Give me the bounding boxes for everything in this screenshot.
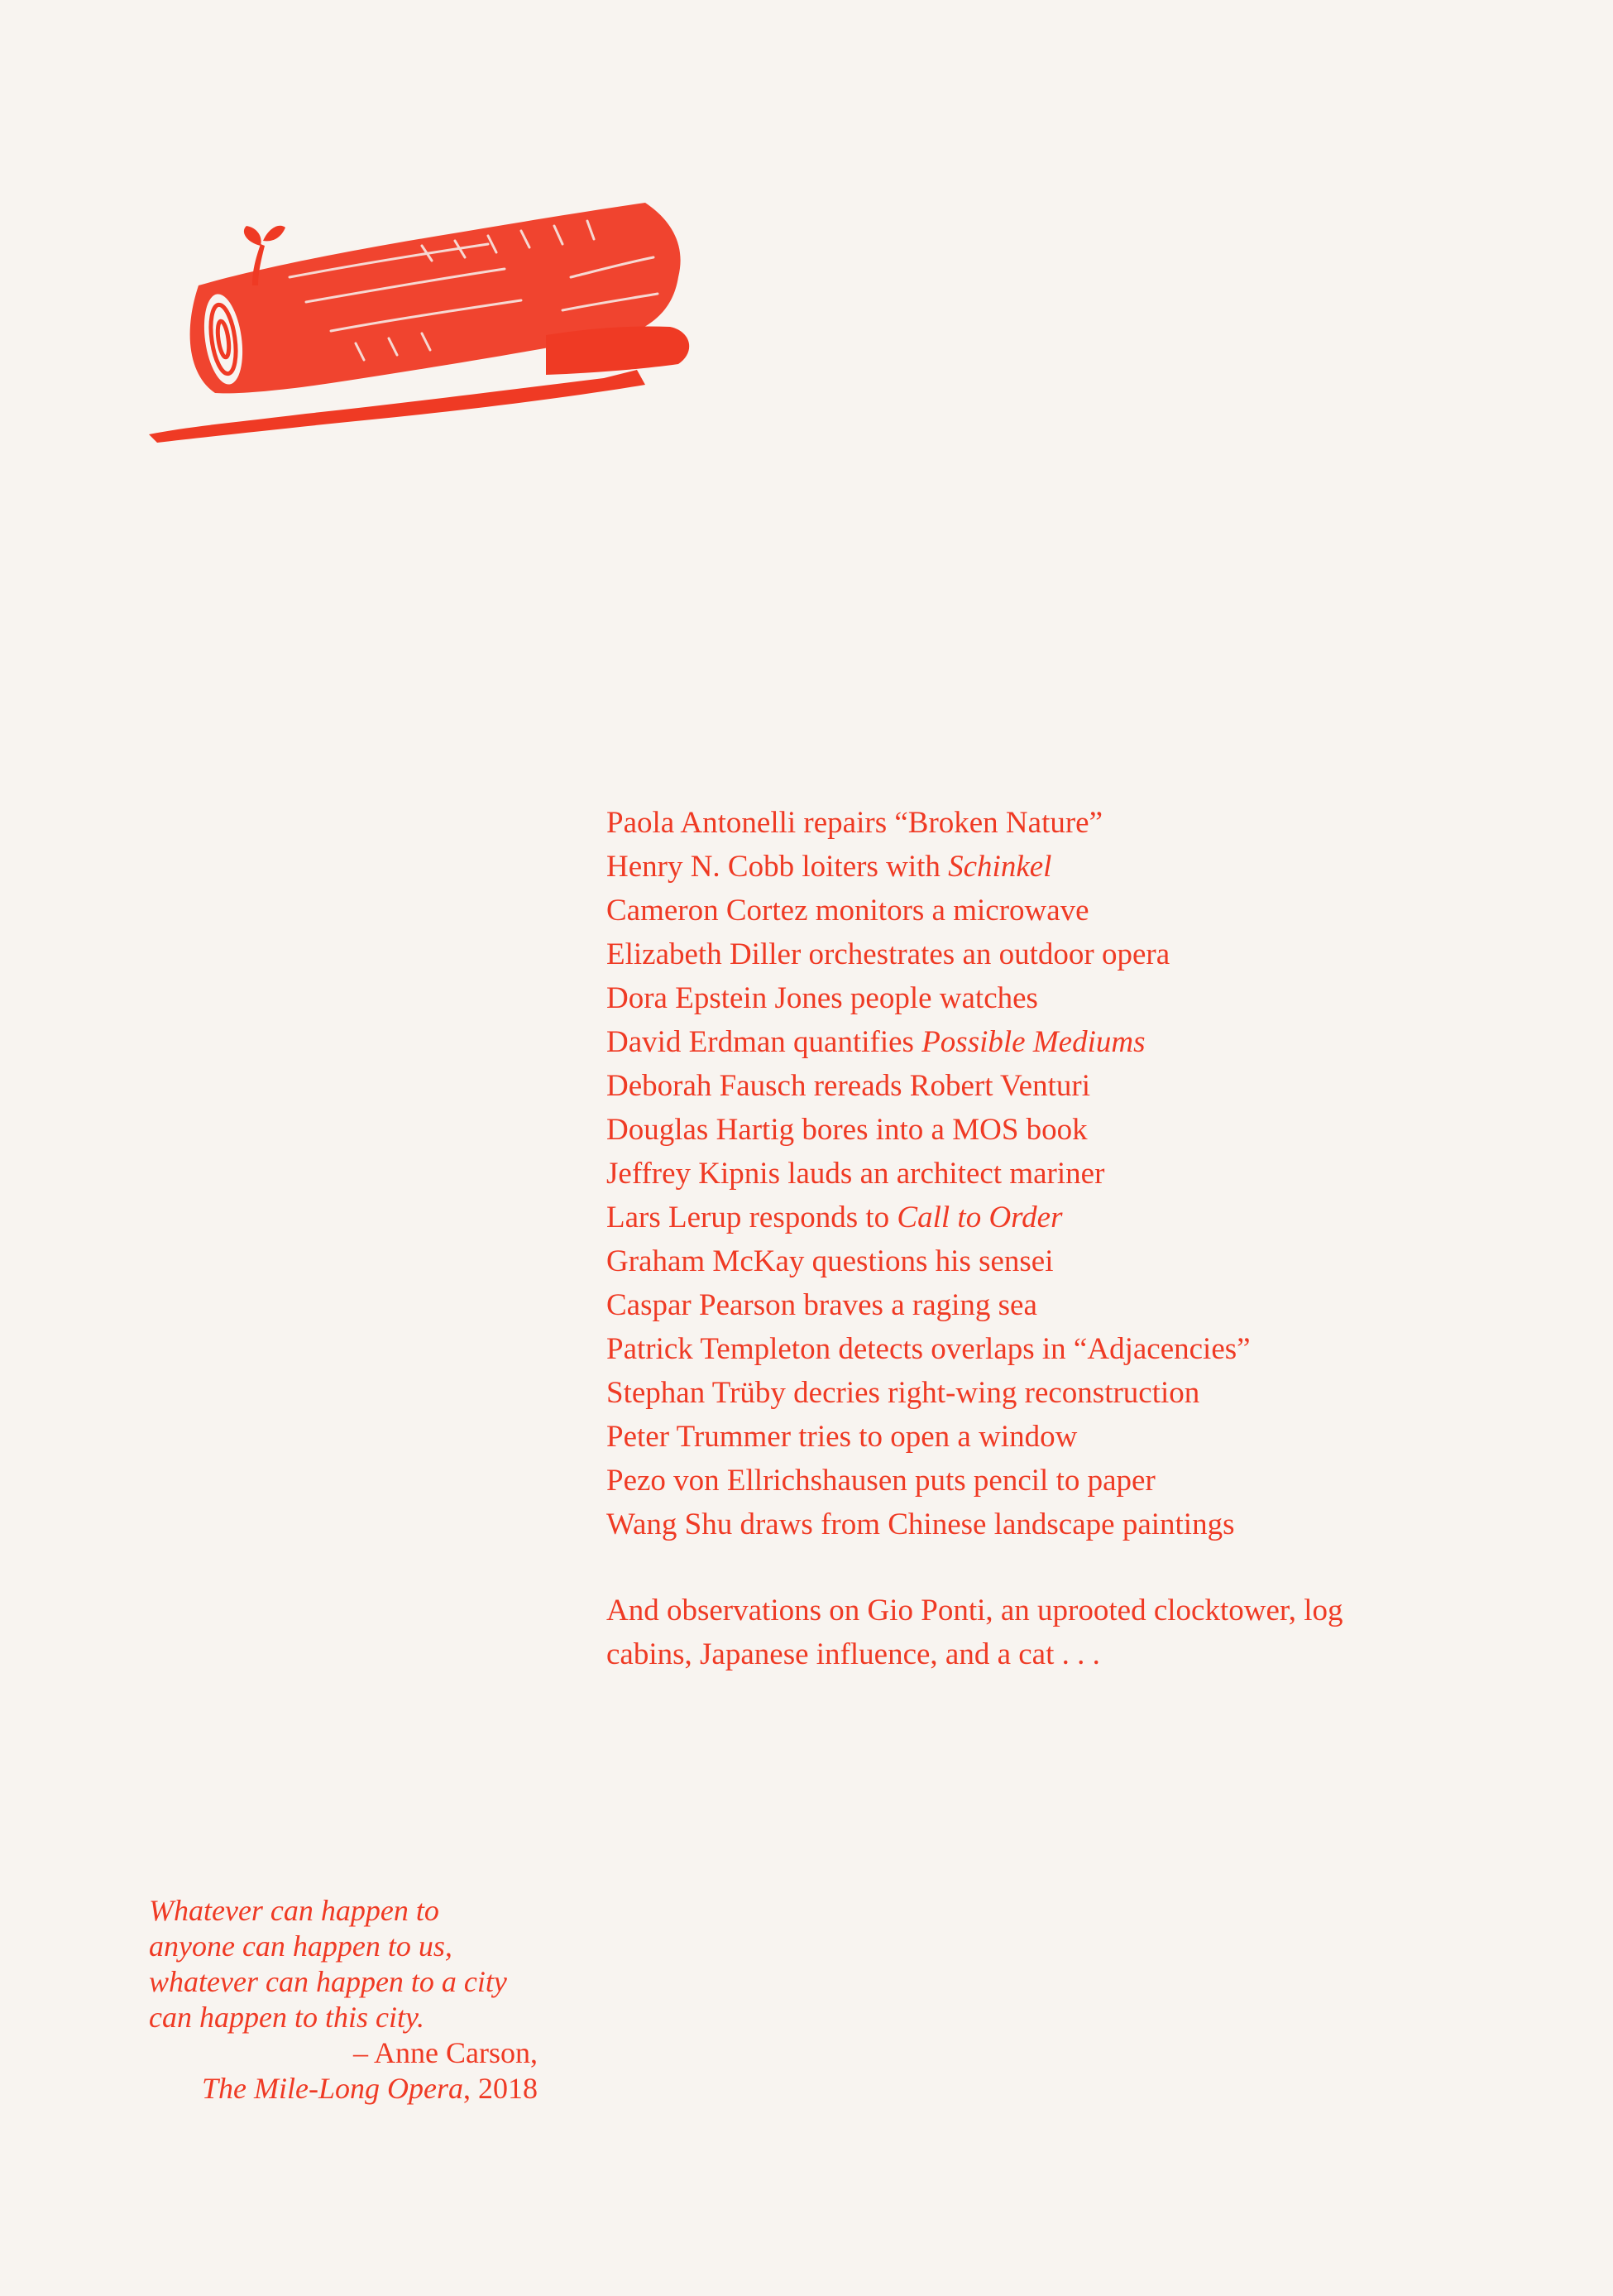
epigraph-attribution: – Anne Carson,	[353, 2036, 538, 2069]
contents-line: Henry N. Cobb loiters with Schinkel	[606, 850, 1052, 884]
contents-line: Cameron Cortez monitors a microwave	[606, 894, 1089, 928]
contents-line: Paola Antonelli repairs “Broken Nature”	[606, 806, 1103, 840]
contents-line: Graham McKay questions his sensei	[606, 1244, 1054, 1278]
epigraph-source	[149, 2071, 538, 2107]
closing-paragraph	[606, 1589, 1516, 1676]
contents-line: Wang Shu draws from Chinese landscape paintings	[606, 1507, 1235, 1541]
italic-title: Schinkel	[948, 850, 1052, 884]
log-illustration	[141, 186, 703, 451]
source-title: The Mile-Long Opera	[202, 2072, 463, 2105]
contents-line: David Erdman quantifies Possible Mediums	[606, 1025, 1146, 1059]
contents-line: Dora Epstein Jones people watches	[606, 981, 1038, 1015]
epigraph-line: Whatever can happen to	[149, 1894, 439, 1927]
contents-line: Deborah Fausch rereads Robert Venturi	[606, 1069, 1090, 1103]
contents-line: Lars Lerup responds to Call to Order	[606, 1201, 1063, 1234]
source-year: , 2018	[463, 2072, 538, 2105]
contents-line: Caspar Pearson braves a raging sea	[606, 1288, 1037, 1322]
epigraph-line: can happen to this city.	[149, 2001, 424, 2034]
contents-line: Stephan Trüby decries right-wing reconstruction	[606, 1376, 1200, 1410]
contents-line: Jeffrey Kipnis lauds an architect mariner	[606, 1157, 1105, 1191]
epigraph-line: anyone can happen to us,	[149, 1929, 452, 1963]
contents-line: Pezo von Ellrichshausen puts pencil to paper	[606, 1464, 1156, 1498]
contents-line: Douglas Hartig bores into a MOS book	[606, 1113, 1088, 1147]
closing-line: And observations on Gio Ponti, an uprooted clocktower, log	[606, 1594, 1343, 1627]
epigraph	[149, 1893, 538, 2107]
closing-line: cabins, Japanese influence, and a cat . . .	[606, 1637, 1100, 1671]
contents-line: Patrick Templeton detects overlaps in “Adjacencies”	[606, 1332, 1251, 1366]
italic-title: Possible Mediums	[921, 1025, 1146, 1059]
italic-title: Call to Order	[897, 1201, 1063, 1234]
contents-line: Elizabeth Diller orchestrates an outdoor opera	[606, 937, 1170, 971]
epigraph-line: whatever can happen to a city	[149, 1965, 507, 1998]
contents-list	[606, 801, 1516, 1676]
contents-line: Peter Trummer tries to open a window	[606, 1420, 1078, 1454]
